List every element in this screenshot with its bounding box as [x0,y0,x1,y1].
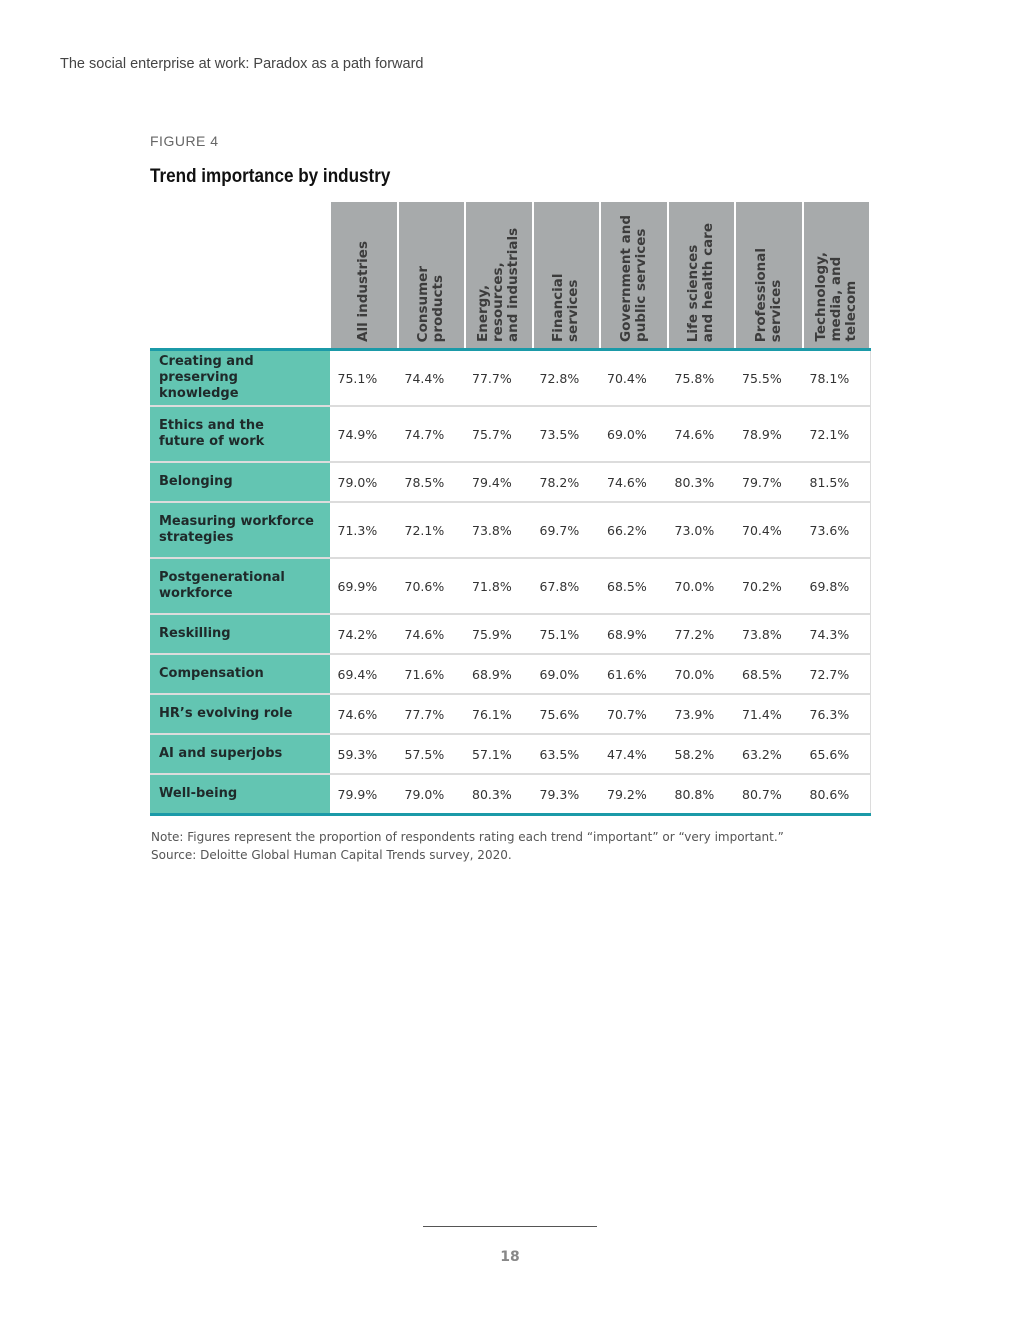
table-cell: 70.7% [607,706,647,722]
row-header: AI and superjobs [150,734,330,774]
table-cell: 70.6% [404,578,445,594]
column-header-label: Life sciences and health care [685,222,717,342]
table-cell: 57.5% [404,746,445,762]
table-cell: 73.8% [742,626,782,642]
note-text: Note: Figures represent the proportion of respondents rating each trend “important” or “very important.” [151,830,784,844]
table-row [150,774,870,815]
row-header: HR’s evolving role [150,694,330,734]
column-header [600,202,668,350]
table-cell: 73.5% [539,426,580,442]
table-cell: 71.8% [472,578,512,594]
table-row [150,654,870,694]
table-cell: 75.1% [539,626,580,642]
table-corner [150,202,330,350]
table-cell: 68.5% [607,578,647,594]
table-cell: 74.6% [607,474,647,490]
table-cell: 70.4% [742,522,782,538]
table-cell: 74.9% [337,426,378,442]
figure-notes [151,828,784,864]
table-cell: 79.7% [742,474,782,490]
row-header: Postgenerational workforce [150,558,330,614]
row-header: Belonging [150,462,330,502]
table-cell: 68.9% [472,666,512,682]
table-cell: 79.9% [337,786,378,802]
table-cell: 78.2% [539,474,580,490]
figure-label: FIGURE 4 [150,133,219,149]
table-cell: 47.4% [607,746,647,762]
table-row [150,614,870,654]
column-header [465,202,533,350]
column-header [533,202,601,350]
table-cell: 77.7% [404,706,445,722]
table-cell: 80.8% [674,786,715,802]
column-header-label: Professional services [752,247,784,342]
table-cell: 78.9% [742,426,782,442]
table-row [150,558,870,614]
table-cell: 81.5% [803,462,871,502]
table-cell: 69.8% [803,558,871,614]
table-cell: 66.2% [607,522,647,538]
table-cell: 67.8% [539,578,580,594]
table-cell: 63.2% [742,746,782,762]
column-header [330,202,398,350]
footer-divider [423,1226,597,1227]
table-cell: 79.0% [337,474,378,490]
table-cell: 73.6% [803,502,871,558]
table-cell: 79.0% [404,786,445,802]
table-cell: 79.2% [607,786,647,802]
row-header: Compensation [150,654,330,694]
table-cell: 78.1% [803,350,871,407]
table-cell: 76.1% [472,706,512,722]
table-cell: 70.2% [742,578,782,594]
table-cell: 69.0% [539,666,580,682]
table-cell: 75.1% [337,370,378,386]
table-cell: 63.5% [539,746,580,762]
row-header: Creating and preserving knowledge [150,350,330,407]
column-header-label: Consumer products [415,265,447,342]
table-cell: 79.3% [539,786,580,802]
table-cell: 75.9% [472,626,512,642]
column-header [398,202,466,350]
table-row [150,350,870,407]
table-cell: 77.2% [674,626,715,642]
column-header-label: All industries [355,241,372,342]
table-cell: 74.6% [674,426,715,442]
row-header: Measuring workforce strategies [150,502,330,558]
column-header-label: Energy, resources, and industrials [475,227,522,342]
table-cell: 72.1% [404,522,445,538]
page-number: 18 [500,1249,520,1265]
table-cell: 74.6% [337,706,378,722]
row-header: Reskilling [150,614,330,654]
table-cell: 73.0% [674,522,715,538]
table-row [150,502,870,558]
table-cell: 72.1% [803,406,871,462]
table-cell: 74.4% [404,370,445,386]
table-cell: 80.3% [472,786,512,802]
column-header-label: Technology, media, and telecom [812,252,859,342]
table-row [150,406,870,462]
source-text: Source: Deloitte Global Human Capital Trends survey, 2020. [151,848,512,862]
table-cell: 68.9% [607,626,647,642]
table-cell: 79.4% [472,474,512,490]
table-cell: 69.9% [337,578,378,594]
row-header: Well-being [150,774,330,815]
table-cell: 78.5% [404,474,445,490]
table-cell: 69.4% [337,666,378,682]
table-cell: 59.3% [337,746,378,762]
table-cell: 75.5% [742,370,782,386]
row-header: Ethics and the future of work [150,406,330,462]
table-cell: 74.6% [404,626,445,642]
table-cell: 80.3% [674,474,715,490]
table-row [150,462,870,502]
table-cell: 74.2% [337,626,378,642]
table-cell: 69.7% [539,522,580,538]
table-cell: 65.6% [803,734,871,774]
table-cell: 70.4% [607,370,647,386]
table-body [150,350,870,815]
table-cell: 77.7% [472,370,512,386]
table-cell: 70.0% [674,578,715,594]
table-cell: 61.6% [607,666,647,682]
table-cell: 68.5% [742,666,782,682]
table-cell: 71.4% [742,706,782,722]
column-header [735,202,803,350]
table-cell: 71.6% [404,666,445,682]
table-cell: 72.8% [539,370,580,386]
table-cell: 70.0% [674,666,715,682]
table-cell: 73.8% [472,522,512,538]
table-cell: 71.3% [337,522,378,538]
table-cell: 73.9% [674,706,715,722]
column-header-label: Financial services [550,273,582,342]
table-row [150,734,870,774]
running-header: The social enterprise at work: Paradox as a path forward [60,56,424,72]
table-cell: 75.7% [472,426,512,442]
table-cell: 74.7% [404,426,445,442]
table-cell: 75.8% [674,370,715,386]
trend-importance-table-container [150,202,870,816]
table-row [150,694,870,734]
figure-title: Trend importance by industry [150,166,391,187]
column-header [668,202,736,350]
table-cell: 58.2% [674,746,715,762]
table-cell: 57.1% [472,746,512,762]
table-cell: 80.6% [803,774,871,815]
trend-importance-table [150,202,871,816]
table-header-row [150,202,870,350]
table-cell: 72.7% [803,654,871,694]
table-cell: 75.6% [539,706,580,722]
table-cell: 76.3% [803,694,871,734]
table-cell: 74.3% [803,614,871,654]
table-cell: 80.7% [742,786,782,802]
table-cell: 69.0% [607,426,647,442]
column-header [803,202,871,350]
column-header-label: Government and public services [617,215,649,342]
